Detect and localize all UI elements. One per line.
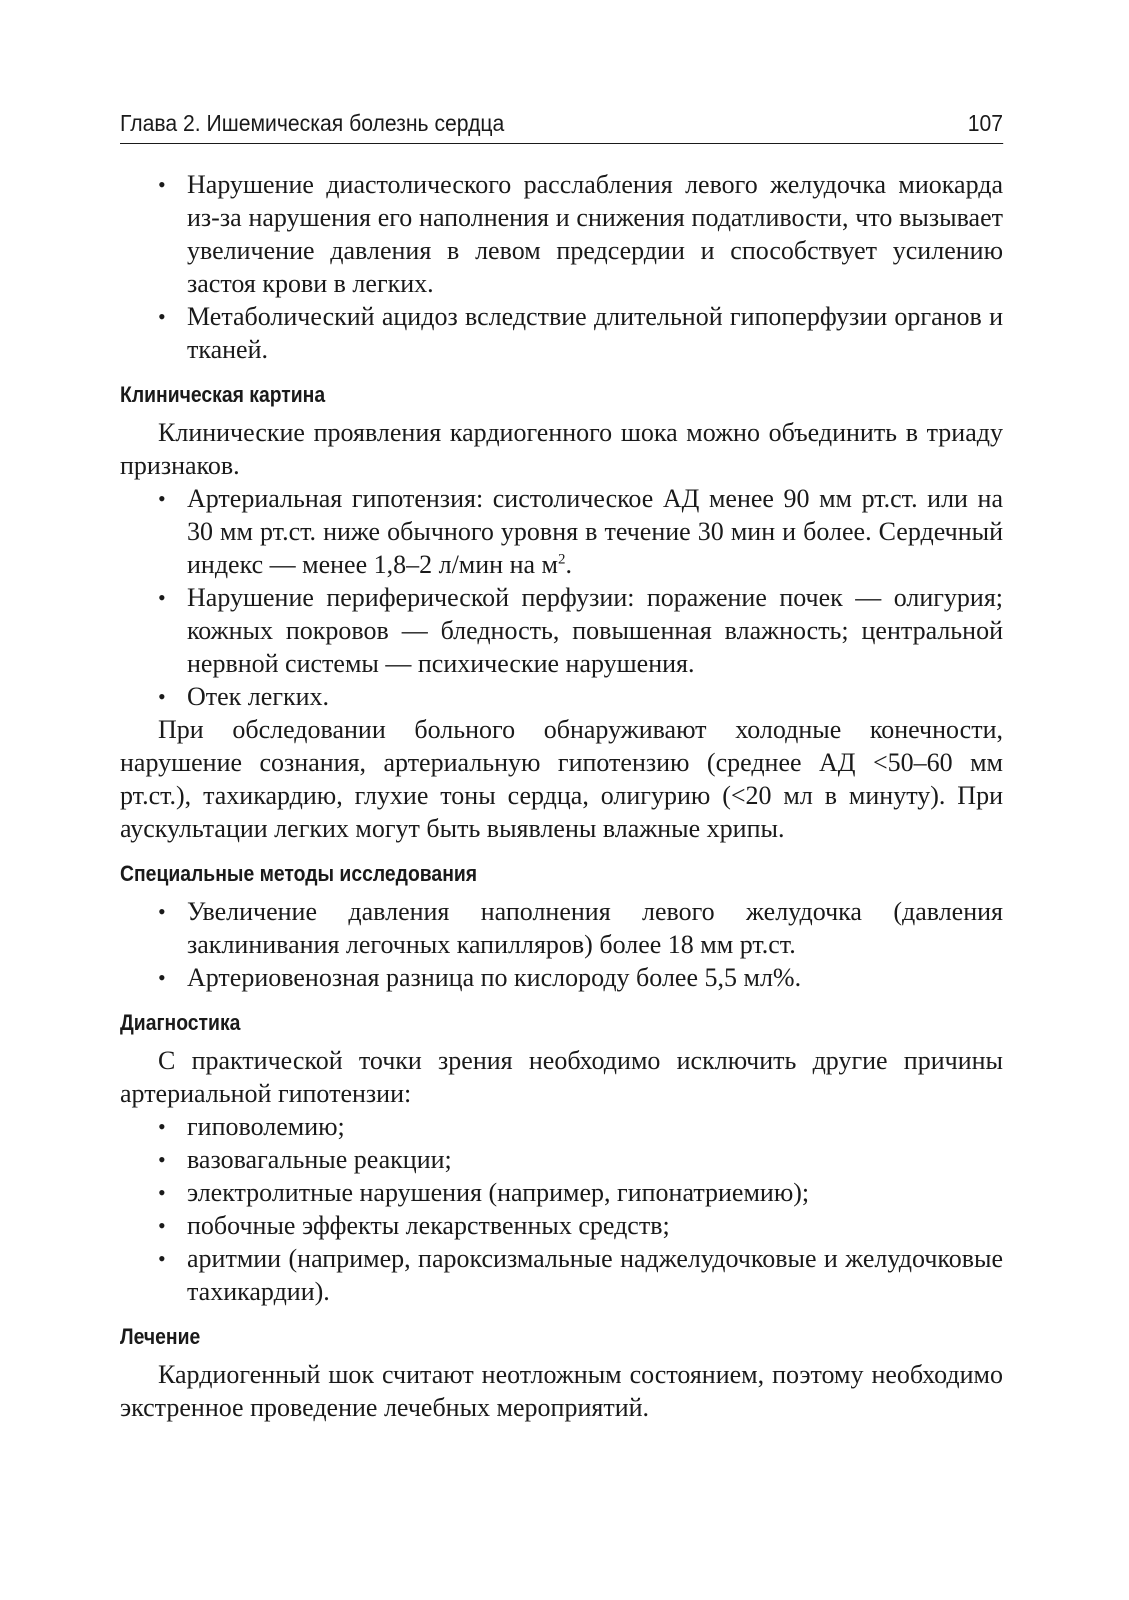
- section-heading-clinical: Клиническая картина: [120, 382, 326, 407]
- treatment-paragraph: Кардиогенный шок считают неотложным состоянием, поэтому необходимо экстренное проведение лечебных мероприятий.: [120, 1360, 1003, 1422]
- chapter-title: Глава 2. Ишемическая болезнь сердца: [120, 110, 505, 136]
- running-head: [120, 108, 1003, 144]
- list-item: • Артериовенозная разница по кислороду более 5,5 мл%.: [158, 963, 802, 992]
- list-item: • Нарушение диастолического расслабления левого желудочка миокарда из-за нарушения его наполнения и снижения податливости, что вызывает увеличение давления в левом предсердии и способствует усилению застоя крови в легких.: [158, 170, 1003, 298]
- clinical-intro-paragraph: Клинические проявления кардиогенного шока можно объединить в триаду признаков.: [120, 418, 1003, 480]
- page-content: [120, 168, 1003, 1424]
- list-item: • вазовагальные реакции;: [158, 1145, 452, 1174]
- list-item: • Отек легких.: [158, 682, 330, 711]
- list-item: • электролитные нарушения (например, гипонатриемию);: [158, 1178, 810, 1207]
- bullet-icon: •: [158, 304, 166, 329]
- list-item: • гиповолемию;: [158, 1112, 345, 1141]
- list-item: • побочные эффекты лекарственных средств;: [158, 1211, 670, 1240]
- bullet-icon: •: [158, 684, 166, 709]
- list-item: • Метаболический ацидоз вследствие длительной гипоперфузии органов и тканей.: [158, 302, 1003, 364]
- bullet-icon: •: [158, 965, 166, 990]
- clinical-bullet-list: [120, 482, 1003, 713]
- superscript: 2: [558, 551, 566, 568]
- bullet-icon: •: [158, 1180, 166, 1205]
- bullet-icon: •: [158, 172, 166, 197]
- list-item: • Артериальная гипотензия: систолическое АД менее 90 мм рт.ст. или на 30 мм рт.ст. ниже обычного уровня в течение 30 мин и более. Сердечный индекс — менее 1,8–2 л/мин на $м^2$.: [158, 484, 1003, 579]
- bullet-icon: •: [158, 1114, 166, 1139]
- section-heading-diagnostics: Диагностика: [120, 1010, 241, 1035]
- bullet-icon: •: [158, 486, 166, 511]
- bullet-icon: •: [158, 1213, 166, 1238]
- bullet-icon: •: [158, 585, 166, 610]
- bullet-icon: •: [158, 1246, 166, 1271]
- bullet-icon: •: [158, 1147, 166, 1172]
- section-heading-treatment: Лечение: [120, 1324, 201, 1349]
- diagnostics-bullet-list: [120, 1110, 1003, 1308]
- diagnostics-intro-paragraph: С практической точки зрения необходимо исключить другие причины артериальной гипотензии:: [120, 1046, 1003, 1108]
- list-item: • Нарушение периферической перфузии: поражение почек — олигурия; кожных покровов — бледность, повышенная влажность; центральной нервной системы — психические нарушения.: [158, 583, 1003, 678]
- intro-bullet-list: [120, 168, 1003, 366]
- page-number: 107: [967, 110, 1003, 136]
- list-item: • аритмии (например, пароксизмальные наджелудочковые и желудочковые тахикардии).: [158, 1244, 1003, 1306]
- bullet-icon: •: [158, 899, 166, 924]
- section-heading-special: Специальные методы исследования: [120, 861, 478, 886]
- special-bullet-list: [120, 895, 1003, 994]
- list-item: • Увеличение давления наполнения левого желудочка (давления заклинивания легочных капилляров) более 18 мм рт.ст.: [158, 897, 1003, 959]
- clinical-exam-paragraph: При обследовании больного обнаруживают холодные конечности, нарушение сознания, артериальную гипотензию (среднее АД <50–60 мм рт.ст.), тахикардию, глухие тоны сердца, олигурию (<20 мл в минуту). При аускультации легких могут быть выявлены влажные хрипы.: [120, 715, 1003, 843]
